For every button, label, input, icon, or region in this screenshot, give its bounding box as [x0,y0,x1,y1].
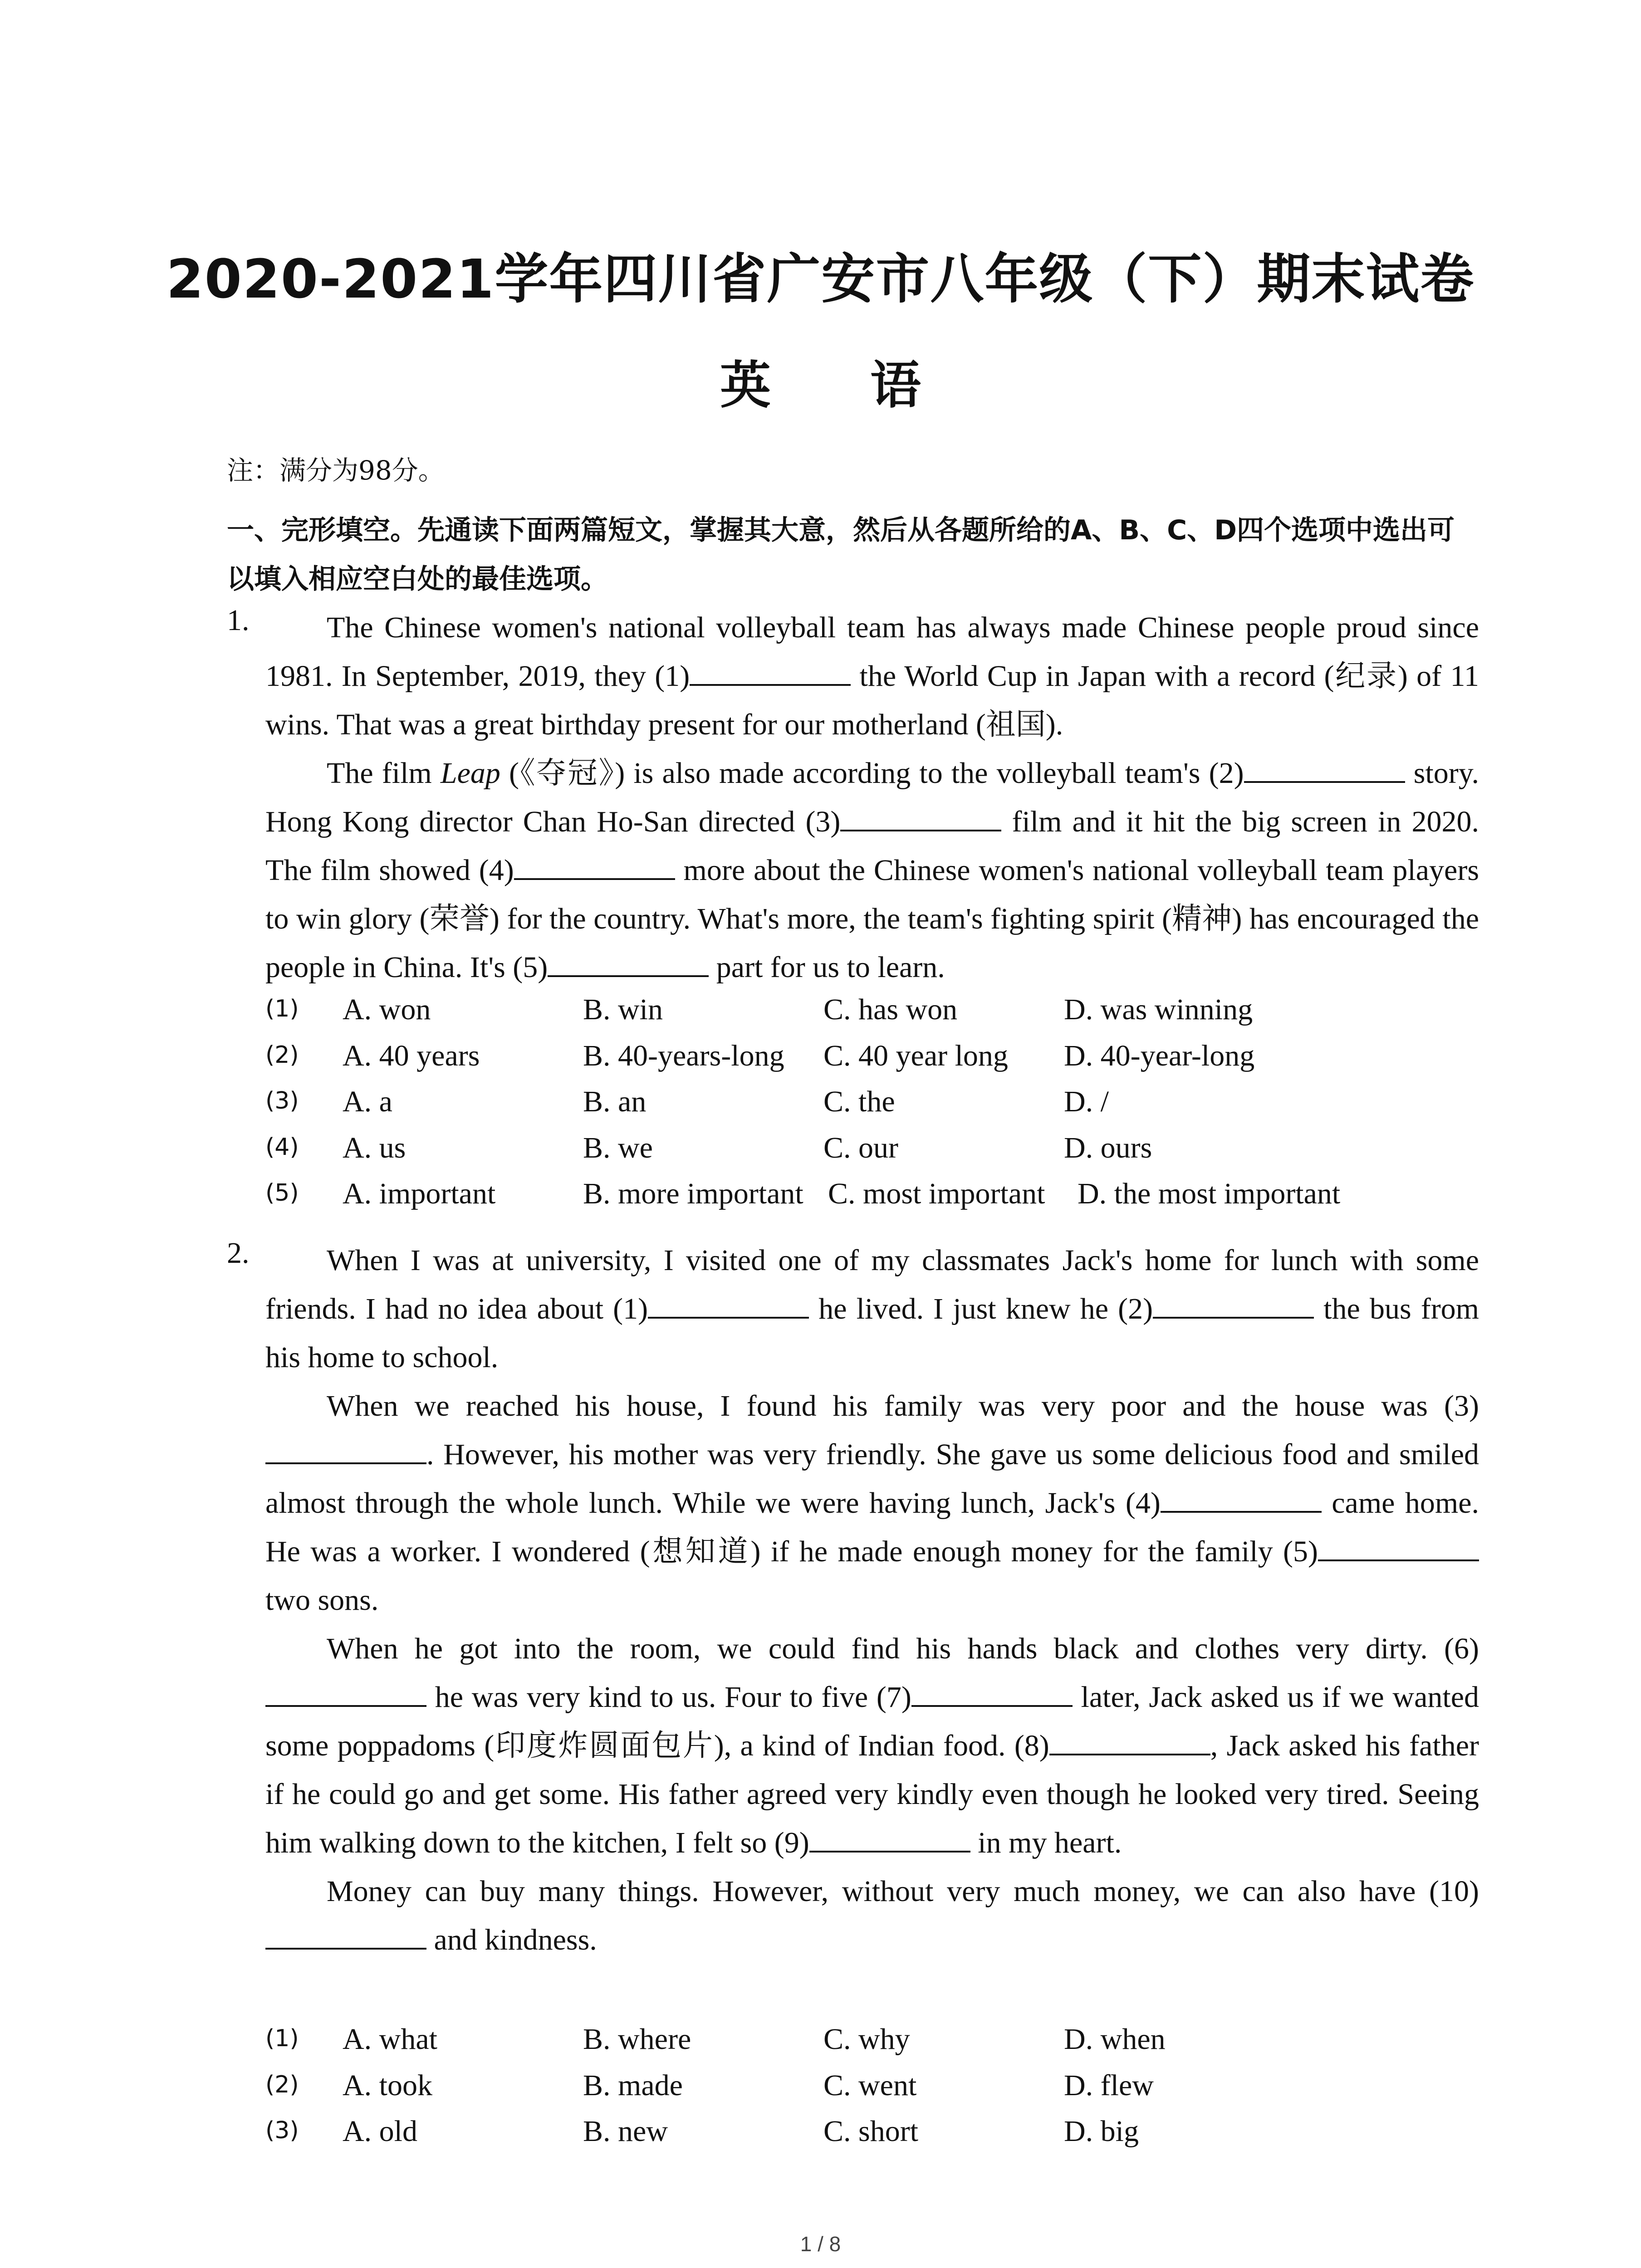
option-c[interactable]: C. has won [823,993,958,1026]
option-c[interactable]: C. 40 year long [823,1039,1008,1072]
score-note: 注：满分为98分。 [227,455,445,486]
option-a[interactable]: A. took [343,2068,432,2102]
option-b[interactable]: B. more important [583,1177,803,1210]
passage-paragraph: The Chinese women's national volleyball team has always made Chinese people proud since 1981. In September, 2019, they (1) the World Cup in Japan with a record (纪录) of 11 wins. That was a great birthday present for our motherland (祖国). [265,611,1479,741]
option-d[interactable]: D. big [1064,2115,1139,2148]
question-number: 1. [227,604,250,637]
option-a[interactable]: A. us [343,1131,406,1164]
option-c[interactable]: C. went [823,2068,917,2102]
section-heading: 一、完形填空。先通读下面两篇短文，掌握其大意，然后从各题所给的A、B、C、D四个选项中选出可以填入相应空白处的最佳选项。 [227,514,1455,595]
answer-blank[interactable] [265,1921,426,1950]
passage-paragraph: When he got into the room, we could find his hands black and clothes very dirty. (6) he was very kind to us. Four to five (7) later, Jack asked us if we wanted some poppadoms (印度炸圆面包片), a kind of Indian food. (8) , Jack asked his father if he could go and get some. His father agreed very kindly even though he looked very tired. Seeing him walking down to the kitchen, I felt so (9) in my heart. [265,1632,1479,1859]
option-a[interactable]: A. won [343,993,431,1026]
option-b[interactable]: B. we [583,1131,653,1164]
passage-paragraph: When I was at university, I visited one of my classmates Jack's home for lunch with some friends. I had no idea about (1) he lived. I just knew he (2) the bus from his home to school. [265,1244,1479,1374]
option-d[interactable]: D. when [1064,2023,1166,2056]
option-b[interactable]: B. made [583,2068,683,2102]
answer-blank[interactable] [1318,1533,1479,1561]
answer-blank[interactable] [1161,1485,1322,1513]
film-title: Leap [440,757,500,790]
answer-blank[interactable] [1244,755,1405,783]
option-a[interactable]: A. a [343,1085,392,1118]
option-b[interactable]: B. new [583,2115,668,2148]
passage-paragraph: Money can buy many things. However, without very much money, we can also have (10) and kindness. [265,1867,1479,1964]
answer-blank[interactable] [265,1679,426,1707]
option-d[interactable]: D. was winning [1064,993,1253,1026]
option-a[interactable]: A. 40 years [343,1039,480,1072]
option-a[interactable]: A. important [343,1177,496,1210]
passage-paragraph: When we reached his house, I found his family was very poor and the house was (3). However, his mother was very friendly. She gave us some delicious food and smiled almost through the whole lunch. While we were having lunch, Jack's (4) came home. He was a worker. I wondered (想知道) if he made enough money for the family (5) two sons. [265,1389,1479,1617]
option-b[interactable]: B. an [583,1085,647,1118]
answer-blank[interactable] [514,852,675,880]
option-d[interactable]: D. flew [1064,2068,1154,2102]
answer-blank[interactable] [690,658,851,686]
option-c[interactable]: C. most important [828,1177,1045,1210]
option-a[interactable]: A. what [343,2023,437,2056]
page-number: 1 / 8 [800,2232,841,2256]
option-b[interactable]: B. win [583,993,663,1026]
option-d[interactable]: D. / [1064,1085,1109,1118]
option-c[interactable]: C. our [823,1131,898,1164]
option-a[interactable]: A. old [343,2115,417,2148]
answer-blank[interactable] [1153,1290,1314,1319]
question-number: 2. [227,1237,250,1270]
option-d[interactable]: D. 40-year-long [1064,1039,1255,1072]
option-b[interactable]: B. 40-years-long [583,1039,784,1072]
answer-blank[interactable] [548,949,709,977]
option-d[interactable]: D. the most important [1078,1177,1341,1210]
answer-blank[interactable] [648,1290,809,1319]
exam-title: 2020-2021学年四川省广安市八年级（下）期末试卷 [166,248,1475,310]
exam-subject: 英 语 [720,356,962,415]
option-c[interactable]: C. short [823,2115,919,2148]
answer-blank[interactable] [1049,1727,1210,1755]
answer-blank[interactable] [911,1679,1073,1707]
question-2 [227,1236,1479,1964]
passage-paragraph: The film Leap (《夺冠》) is also made according to the volleyball team's (2) story. Hong Kong director Chan Ho-San directed (3) film and it hit the big screen in 2020. The film showed (4) more about the Chinese women's national volleyball team players to win glory (荣誉) for the country. What's more, the team's fighting spirit (精神) has encouraged the people in China. It's (5) part for us to learn. [265,749,1479,992]
option-c[interactable]: C. the [823,1085,895,1118]
answer-blank[interactable] [809,1824,970,1853]
answer-blank[interactable] [265,1436,426,1464]
option-c[interactable]: C. why [823,2023,910,2056]
answer-blank[interactable] [840,803,1001,831]
exam-page: 2020-2021学年四川省广安市八年级（下）期末试卷 英 语 注：满分为98分。 一、完形填空。先通读下面两篇短文，掌握其大意，然后从各题所给的A、B、C、D四个选项中选出可以填入相应空白处的最佳选项。 1. The Chinese women's national volleyball team has always made Chinese people proud since 1981. In September, 2019, they (1) the World Cup in Japan with a record (纪录) of 11 wins. That was a great birthday present for our motherland (祖国). The film Leap (《夺冠》) is also made according to the volleyball team's (2) story. Hong Kong director Chan Ho-San directed (3) film and it hit the big screen in 2020. The film showed (4) more about the Chinese women's national volleyball team players to win glory (荣誉) for the country. What's more, the team's fighting spirit (精神) has encouraged the people in China. It's (5) part for us to learn. (1) A. won B. win C. has won D. was winning (2) A. 40 years B. 40-years-long C. 40 year long D. 40-year-long (3) A. a B. an C. the D. / (4) A. us B. we C. our D. ours (5) A. important B. more important C. most important D. the most important 2. When I was at university, I visited one of my classmates Jack's home for lunch with some friends. I had no idea about (1) he lived. I just knew he (2) the bus from his home to school. When we reached his house, I found his family was very poor and the house was (3). However, his mother was very friendly. She gave us some delicious food and smiled almost through the whole lunch. While we were having lunch, Jack's (4) came home. He was a worker. I wondered (想知道) if he made enough money for the family (5) two sons. When he got into the room, we could find his hands black and clothes very dirty. (6) he was very kind to us. Four to five (7) later, Jack asked us if we wanted some poppadoms (印度炸圆面包片), a kind of Indian food. (8) , Jack asked his father if he could go and get some. His father agreed very kindly even though he looked very tired. Seeing him walking down to the kitchen, I felt so (9) in my heart. Money can buy many things. However, without very much money, we can also have (10) and kindness. (1) A. what B. where C. why D. when (2) A. took B. made C. went D. flew (3) A. old B. new C. short D. big 1 / 8 [0,0,1641,2268]
option-d[interactable]: D. ours [1064,1131,1152,1164]
option-b[interactable]: B. where [583,2023,691,2056]
question-1 [227,603,1479,992]
